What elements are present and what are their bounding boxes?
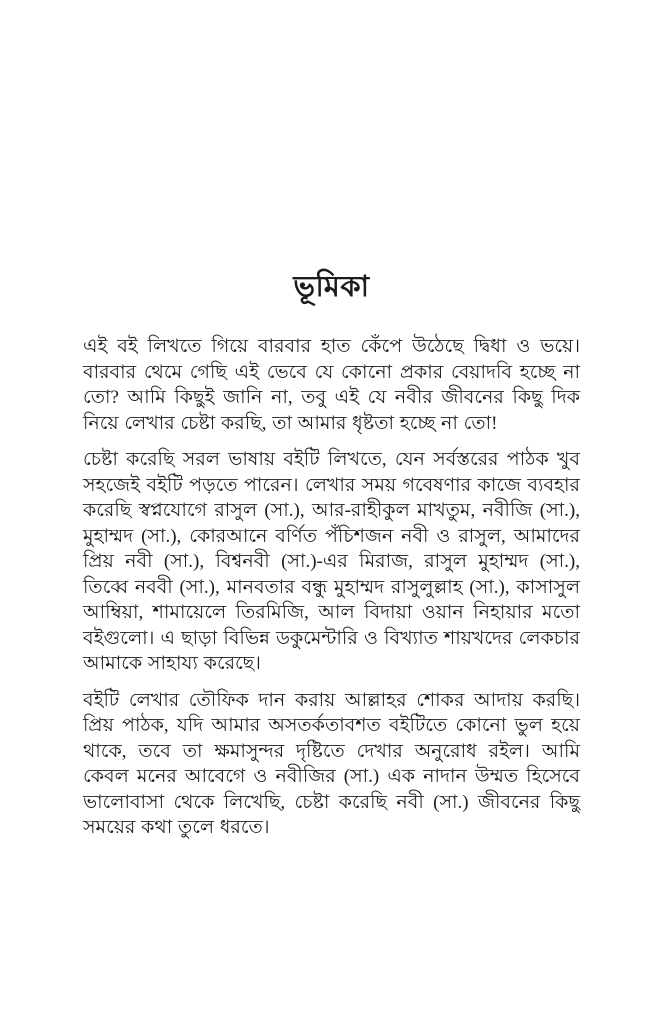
paragraph-1: এই বই লিখতে গিয়ে বারবার হাত কেঁপে উঠেছে দ্বিধা ও ভয়ে। বারবার থেমে গেছি এই ভেবে যে কোনো প্রকার বেয়াদবি হচ্ছে না তো? আমি কিছুই জানি না, তবু এই যে নবীর জীবনের কিছু দিক নিয়ে লেখার চেষ্টা করছি, তা আমার ধৃষ্টতা হচ্ছে না তো!: [83, 336, 580, 434]
paragraph-2: চেষ্টা করেছি সরল ভাষায় বইটি লিখতে, যেন সর্বস্তরের পাঠক খুব সহজেই বইটি পড়তে পারেন। লেখার সময় গবেষণার কাজে ব্যবহার করেছি স্বপ্নযোগে রাসুল (সা.), আর-রাহীকুল মাখতুম, নবীজি (সা.), মুহাম্মদ (সা.), কোরআনে বর্ণিত পঁচিশজন নবী ও রাসুল, আমাদের প্রিয় নবী (সা.), বিশ্বনবী (সা.)-এর মিরাজ, রাসুল মুহাম্মদ (সা.), তিব্বে নববী (সা.), মানবতার বন্ধু মুহাম্মদ রাসুলুল্লাহ (সা.), কাসাসুল আম্বিয়া, শামায়েলে তিরমিজি, আল বিদায়া ওয়ান নিহায়ার মতো বইগুলো। এ ছাড়া বিভিন্ন ডকুমেন্টারি ও বিখ্যাত শায়খদের লেকচার আমাকে সাহায্য করেছে।: [83, 449, 580, 674]
paragraph-3: বইটি লেখার তৌফিক দান করায় আল্লাহর শোকর আদায় করছি। প্রিয় পাঠক, যদি আমার অসতর্কতাবশত বইটিতে কোনো ভুল হয়ে থাকে, তবে তা ক্ষমাসুন্দর দৃষ্টিতে দেখার অনুরোধ রইল। আমি কেবল মনের আবেগে ও নবীজির (সা.) এক নাদান উম্মত হিসেবে ভালোবাসা থেকে লিখেছি, চেষ্টা করেছি নবী (সা.) জীবনের কিছু সময়ের কথা তুলে ধরতে।: [83, 689, 580, 838]
page-content: [83, 268, 580, 841]
chapter-title: ভূমিকা: [293, 271, 370, 303]
